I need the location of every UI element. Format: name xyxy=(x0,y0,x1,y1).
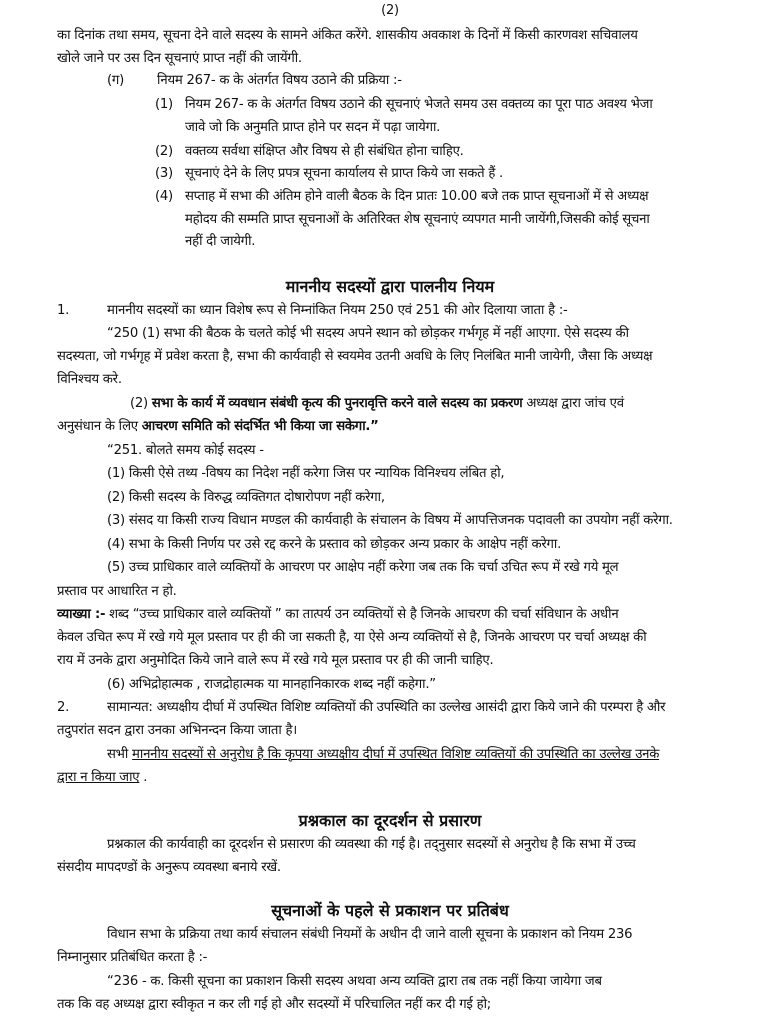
ga-item-2 xyxy=(155,143,464,161)
broadcast-line-1: प्रश्नकाल की कार्यवाही का दूरदर्शन से प्रसारण की व्यवस्था की गई है। तद्नुसार सदस्यों से अनुरोध है कि सभा में उच्च xyxy=(107,837,636,852)
rule-250-2-bold: सभा के कार्य में व्यवधान संबंधी कृत्य की पुनरावृत्ति करने वाले सदस्य का प्रकरण xyxy=(151,396,523,411)
point-2-text-1: सामान्यत: अध्यक्षीय दीर्घा में उपस्थित विशिष्ट व्यक्तियों की उपस्थिति का उल्लेख आसंदी द्वारा किये जाने की परम्परा है और xyxy=(107,700,666,715)
explanation-line-2: केवल उचित रूप में रखे गये मूल प्रस्ताव पर ही की जा सकती है, या ऐसे अन्य व्यक्तियों से है, जिनके आचरण पर चर्चा अध्यक्ष की xyxy=(57,630,647,645)
rule-250-2-line-2 xyxy=(57,418,379,436)
intro-line-2: खोले जाने पर उस दिन सूचनाएं प्राप्त नहीं की जायेंगी. xyxy=(57,51,302,66)
rule-250-2-line2-normal: अनुसंधान के लिए xyxy=(57,419,142,434)
rule-251-item-5-cont: प्रस्ताव पर आधारित न हो. xyxy=(57,584,177,599)
rule-250-1-line-1: “250 (1) सभा की बैठक के चलते कोई भी सदस्य अपने स्थान को छोड़कर गर्भगृह में नहीं आएगा. ऐसे सदस्य की xyxy=(107,326,629,341)
rule-250-1-line-2: सदस्यता, जो गर्भगृह में प्रवेश करता है, सभा की कार्यवाही से स्वयमेव उतनी अवधि के लिए निलंबित मानी जायेगी, जैसा कि अध्यक्ष xyxy=(57,349,653,364)
intro-line-1: का दिनांक तथा समय, सूचना देने वाले सदस्य के सामने अंकित करेंगे. शासकीय अवकाश के दिनों में किसी कारणवश सचिवालय xyxy=(57,28,638,43)
rule-251-item-4 xyxy=(107,536,561,554)
broadcast-line-2: संसदीय मापदण्डों के अनुरूप व्यवस्था बनाये रखें. xyxy=(57,860,281,875)
request-line-2 xyxy=(57,769,147,787)
rule-251-item-5-text: उच्च प्राधिकार वाले व्यक्तियों के आचरण पर आक्षेप नहीं करेगा जब तक कि चर्चा उचित रूप में रखे गये मूल xyxy=(128,560,619,575)
ga-item-4-cont-2: नहीं दी जायेगी. xyxy=(185,234,256,249)
rule-251-intro: “251. बोलते समय कोई सदस्य - xyxy=(107,443,264,458)
explanation-label: व्याख्या :- xyxy=(57,607,106,622)
section-ga-marker: (ग) xyxy=(107,73,124,88)
explanation-line-1 xyxy=(57,606,618,624)
point-1-text: माननीय सदस्यों का ध्यान विशेष रूप से निम्नांकित नियम 250 एवं 251 की ओर दिलाया जाता है :- xyxy=(107,303,568,318)
rule-251-item-1-num: (1) xyxy=(107,466,125,481)
rule-251-item-6: (6) अभिद्रोहात्मक , राजद्रोहात्मक या मानहानिकारक शब्द नहीं कहेगा.” xyxy=(107,677,436,692)
ga-item-1-cont: जावे जो कि अनुमति प्राप्त होने पर सदन में पढ़ा जायेगा. xyxy=(185,120,441,135)
page-number: (2) xyxy=(381,3,399,18)
ga-item-4-cont-1: महोदय की सम्मति प्राप्त सूचनाओं के अतिरिक्त शेष सूचनाएं व्यपगत मानी जायेंगी,जिसकी कोई सूचना xyxy=(185,212,650,227)
request-suffix: . xyxy=(139,770,148,785)
ga-item-2-text: वक्तव्य सर्वथा संक्षिप्त और विषय से ही संबंधित होना चाहिए. xyxy=(185,144,464,159)
rule-251-item-3 xyxy=(107,512,673,530)
explanation-line-3: राय में उनके द्वारा अनुमोदित किये जाने वाले रूप में रखे गये मूल प्रस्ताव पर ही की जानी चाहिए. xyxy=(57,653,494,668)
rule-251-item-2-num: (2) xyxy=(107,490,125,505)
point-2-num: 2. xyxy=(57,700,70,715)
rule-251-item-3-text: संसद या किसी राज्य विधान मण्डल की कार्यवाही के संचालन के विषय में आपत्तिजनक पदावली का उपयोग नहीं करेगा. xyxy=(128,513,673,528)
rule-251-item-4-text: सभा के किसी निर्णय पर उसे रद्द करने के प्रस्ताव को छोड़कर अन्य प्रकार के आक्षेप नहीं करेगा. xyxy=(128,537,562,552)
ga-item-4-num: (4) xyxy=(155,189,173,204)
publication-line-1: विधान सभा के प्रक्रिया तथा कार्य संचालन संबंधी नियमों के अधीन दी जाने वाली सूचना के प्रकाशन को नियम 236 xyxy=(107,927,633,942)
request-underlined-2: द्वारा न किया जाए xyxy=(57,770,140,785)
rule-236-line-2: तक कि वह अध्यक्ष द्वारा स्वीकृत न कर ली गई हो और सदस्यों में परिचालित नहीं कर दी गई हो; xyxy=(57,997,491,1012)
point-1 xyxy=(57,302,568,320)
request-prefix: सभी xyxy=(107,747,133,762)
explanation-text-1: शब्द “उच्च प्राधिकार वाले व्यक्तियों ” का तात्पर्य उन व्यक्तियों से है जिनके आचरण की चर्चा संविधान के अधीन xyxy=(105,607,619,622)
ga-item-4-text: सप्ताह में सभा की अंतिम होने वाली बैठक के दिन प्रातः 10.00 बजे तक प्राप्त सूचनाओं में से अध्यक्ष xyxy=(185,189,649,204)
rule-250-2-line-1 xyxy=(130,395,624,413)
ga-item-3 xyxy=(155,165,503,183)
point-2 xyxy=(57,699,665,717)
rule-251-item-3-num: (3) xyxy=(107,513,125,528)
ga-item-3-num: (3) xyxy=(155,166,173,181)
point-2-line-2: तदुपरांत सदन द्वारा उनका अभिनन्दन किया जाता है। xyxy=(57,723,298,738)
rule-250-2-line2-bold: आचरण समिति को संदर्भित भी किया जा सकेगा.” xyxy=(141,419,379,434)
request-line-1 xyxy=(107,746,659,764)
members-rules-heading: माननीय सदस्यों द्वारा पालनीय नियम xyxy=(285,277,495,296)
rule-250-2-normal: अध्यक्ष द्वारा जांच एवं xyxy=(522,396,624,411)
ga-item-1-text: नियम 267- क के अंतर्गत विषय उठाने की सूचनाएं भेजते समय उस वक्तव्य का पूरा पाठ अवश्य भेजा xyxy=(185,97,653,112)
rule-251-item-1-text: किसी ऐसे तथ्य -विषय का निदेश नहीं करेगा जिस पर न्यायिक विनिश्चय लंबित हो, xyxy=(128,466,505,481)
request-underlined-1: माननीय सदस्यों से अनुरोध है कि कृपया अध्यक्षीय दीर्घा में उपस्थित विशिष्ट व्यक्तियों की उपस्थिति का उल्लेख उनके xyxy=(132,747,660,762)
ga-item-4 xyxy=(155,188,648,206)
rule-250-1-line-3: विनिश्चय करे. xyxy=(57,372,122,387)
publication-heading: सूचनाओं के पहले से प्रकाशन पर प्रतिबंध xyxy=(271,901,509,920)
ga-item-1 xyxy=(155,96,653,114)
ga-item-3-text: सूचनाएं देने के लिए प्रपत्र सूचना कार्यालय से प्राप्त किये जा सकते हैं . xyxy=(185,166,503,181)
rule-236-line-1: “236 - क. किसी सूचना का प्रकाशन किसी सदस्य अथवा अन्य व्यक्ति द्वारा तब तक नहीं किया जायेगा जब xyxy=(107,974,602,989)
broadcast-heading: प्रश्नकाल का दूरदर्शन से प्रसारण xyxy=(298,811,482,830)
ga-item-1-num: (1) xyxy=(155,97,173,112)
rule-251-item-5-num: (5) xyxy=(107,560,125,575)
rule-251-item-1 xyxy=(107,465,504,483)
rule-251-item-2 xyxy=(107,489,385,507)
ga-item-2-num: (2) xyxy=(155,144,173,159)
publication-line-2: निम्नानुसार प्रतिबंधित करता है :- xyxy=(57,950,208,965)
rule-251-item-2-text: किसी सदस्य के विरुद्ध व्यक्तिगत दोषारोपण नहीं करेगा, xyxy=(128,490,385,505)
point-1-num: 1. xyxy=(57,303,70,318)
rule-250-2-num: (2) xyxy=(130,396,148,411)
rule-251-item-4-num: (4) xyxy=(107,537,125,552)
rule-251-item-5 xyxy=(107,559,618,577)
section-ga-title xyxy=(107,72,402,90)
section-ga-title-text: नियम 267- क के अंतर्गत विषय उठाने की प्रक्रिया :- xyxy=(157,73,402,88)
